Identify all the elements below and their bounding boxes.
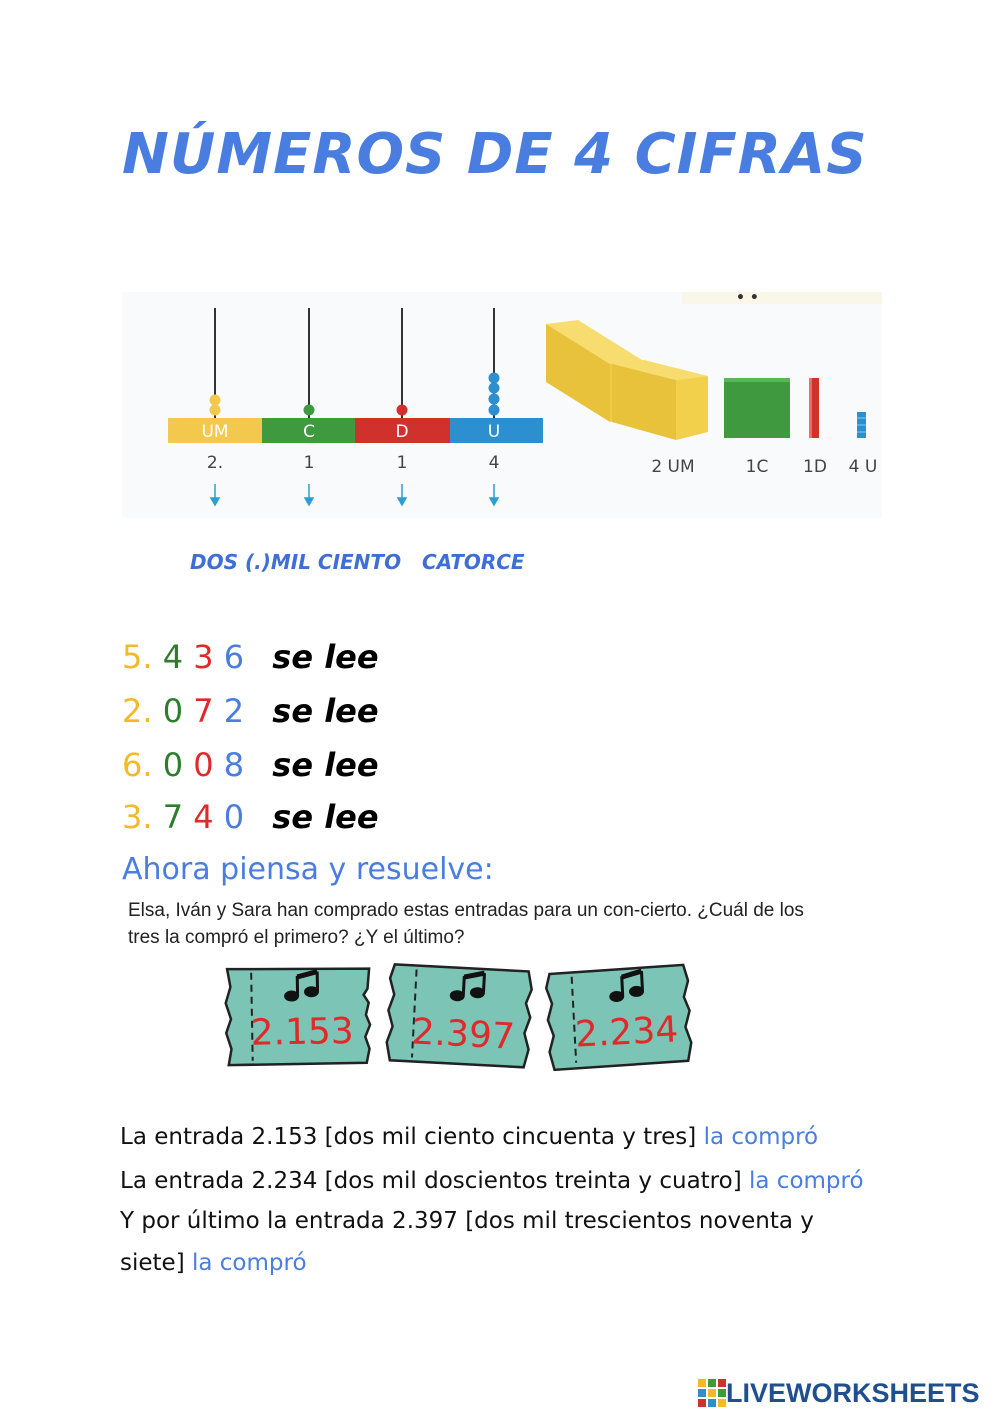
digit-u: 8 bbox=[223, 746, 245, 784]
se-lee-label: se lee bbox=[272, 746, 379, 784]
section-subtitle: Ahora piensa y resuelve: bbox=[122, 852, 494, 887]
digit-um: 3. bbox=[122, 798, 153, 836]
block-label-u: 4 U bbox=[848, 457, 878, 477]
digit-c: 0 bbox=[162, 692, 184, 730]
number-row bbox=[122, 798, 379, 836]
abacus-illustration bbox=[122, 292, 882, 518]
ticket-number: 2.153 bbox=[250, 1010, 355, 1054]
digit-c: 7 bbox=[162, 798, 184, 836]
ticket-number: 2.234 bbox=[574, 1009, 680, 1056]
se-lee-label: se lee bbox=[272, 692, 379, 730]
digit-d: 0 bbox=[193, 746, 214, 784]
answer-text: Y por último la entrada 2.397 [dos mil trescientos noventa y bbox=[120, 1208, 814, 1234]
answer-text: siete] bbox=[120, 1250, 185, 1276]
answer-fill: la compró bbox=[191, 1250, 307, 1276]
svg-text:• •: • • bbox=[736, 292, 759, 306]
digit-u: 2 bbox=[223, 692, 245, 730]
digit-u: 0 bbox=[223, 798, 245, 836]
concert-tickets bbox=[222, 960, 708, 1078]
digit-d: 3 bbox=[193, 638, 214, 676]
answer-line bbox=[120, 1250, 307, 1276]
number-row bbox=[122, 638, 379, 676]
ticket-number: 2.397 bbox=[410, 1011, 516, 1058]
digit-um: 6. bbox=[122, 746, 153, 784]
number-row bbox=[122, 692, 379, 730]
column-digit-c: 1 bbox=[303, 453, 315, 473]
number-reading: DOS (.)MIL CIENTO CATORCE bbox=[190, 550, 525, 574]
column-label-um: UM bbox=[201, 422, 229, 442]
page-title: NÚMEROS DE 4 CIFRAS bbox=[122, 122, 868, 187]
answer-line bbox=[120, 1168, 864, 1194]
digit-d: 4 bbox=[193, 798, 214, 836]
column-digit-um: 2. bbox=[206, 453, 224, 473]
column-label-c: C bbox=[303, 422, 315, 442]
answer-fill: la compró bbox=[703, 1124, 819, 1150]
column-label-u: U bbox=[487, 422, 501, 442]
problem-statement: Elsa, Iván y Sara han comprado estas entradas para un con-cierto. ¿Cuál de los tres la compró el primero? ¿Y el último? bbox=[128, 900, 804, 948]
digit-um: 5. bbox=[122, 638, 153, 676]
liveworksheets-icon bbox=[698, 1379, 726, 1407]
column-digit-u: 4 bbox=[488, 453, 500, 473]
se-lee-label: se lee bbox=[272, 798, 379, 836]
digit-um: 2. bbox=[122, 692, 153, 730]
answer-line bbox=[120, 1124, 818, 1150]
digit-u: 6 bbox=[223, 638, 245, 676]
se-lee-label: se lee bbox=[272, 638, 379, 676]
liveworksheets-logo bbox=[698, 1378, 980, 1408]
block-label-um: 2 UM bbox=[651, 457, 695, 477]
number-row bbox=[122, 746, 379, 784]
digit-d: 7 bbox=[193, 692, 214, 730]
column-label-d: D bbox=[395, 422, 409, 442]
block-label-d: 1D bbox=[803, 457, 827, 477]
digit-c: 4 bbox=[162, 638, 184, 676]
answer-text: La entrada 2.153 [dos mil ciento cincuenta y tres] bbox=[120, 1124, 697, 1150]
answer-fill: la compró bbox=[749, 1168, 864, 1194]
answer-line bbox=[120, 1208, 814, 1234]
block-label-c: 1C bbox=[745, 457, 769, 477]
answer-text: La entrada 2.234 [dos mil doscientos treinta y cuatro] bbox=[120, 1168, 742, 1194]
column-digit-d: 1 bbox=[396, 453, 408, 473]
digit-c: 0 bbox=[162, 746, 184, 784]
brand-name: LIVEWORKSHEETS bbox=[726, 1377, 980, 1408]
